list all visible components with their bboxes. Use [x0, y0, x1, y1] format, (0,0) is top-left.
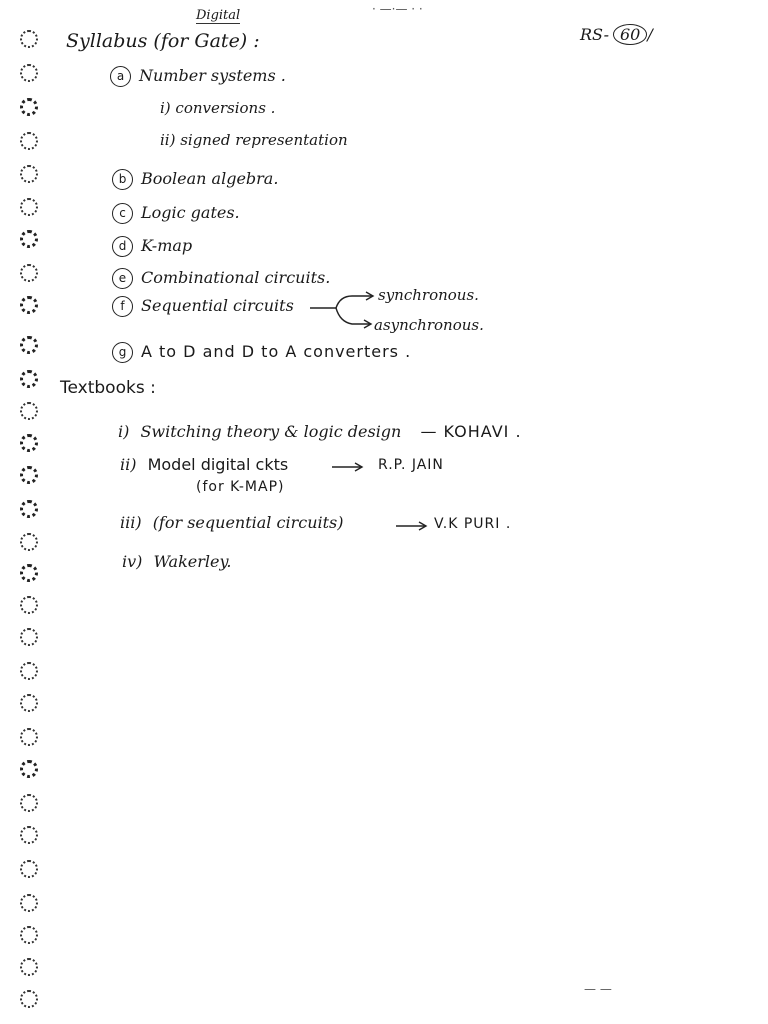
arrow-to-jain	[332, 463, 362, 471]
item-marker: g	[112, 342, 133, 363]
rs-number: 60	[613, 24, 647, 45]
number-subitem-conversions: i) conversions .	[160, 99, 276, 117]
top-mark: · —·— · ·	[372, 2, 423, 16]
textbook-num: iii)	[120, 513, 142, 532]
textbook-author: — KOHAVI .	[420, 422, 522, 441]
item-label: Boolean algebra.	[141, 169, 279, 188]
item-label: Logic gates.	[141, 203, 240, 222]
sequential-branch-arrows	[310, 292, 373, 328]
item-marker: c	[112, 203, 133, 224]
item-label: K-map	[141, 236, 193, 255]
subject-title-text: Digital	[196, 8, 241, 23]
item-label: A to D and D to A converters .	[141, 342, 412, 361]
item-label: Sequential circuits	[141, 296, 294, 315]
rs-prefix: RS-	[580, 25, 609, 44]
item-marker: b	[112, 169, 133, 190]
item-label: Number systems .	[139, 66, 286, 85]
textbook-title: (for sequential circuits)	[152, 513, 344, 532]
textbook-num: ii)	[120, 455, 137, 474]
textbooks-heading: Textbooks :	[60, 378, 156, 398]
textbook-title: Wakerley.	[153, 552, 232, 571]
bottom-mark: — —	[584, 982, 612, 996]
item-marker: a	[110, 66, 131, 87]
sequential-branch-asynchronous: asynchronous.	[374, 316, 484, 334]
textbook-title: Model digital ckts	[147, 455, 289, 474]
textbook-num: i)	[118, 422, 130, 441]
sequential-branch-synchronous: synchronous.	[378, 286, 479, 304]
item-label: Combinational circuits.	[141, 268, 331, 287]
item-marker: d	[112, 236, 133, 257]
item-marker: e	[112, 268, 133, 289]
textbook-author-puri: V.K PURI .	[434, 516, 512, 532]
arrow-to-puri	[396, 522, 426, 530]
textbook-note-kmap: (for K-MAP)	[196, 479, 285, 495]
rs-suffix: /	[647, 25, 653, 44]
syllabus-heading: Syllabus (for Gate) :	[66, 30, 260, 52]
item-marker: f	[112, 296, 133, 317]
textbook-num: iv)	[122, 552, 143, 571]
textbook-author-jain: R.P. JAIN	[378, 457, 444, 473]
textbook-title: Switching theory & logic design	[140, 422, 402, 441]
number-subitem-signed: ii) signed representation	[160, 131, 348, 149]
